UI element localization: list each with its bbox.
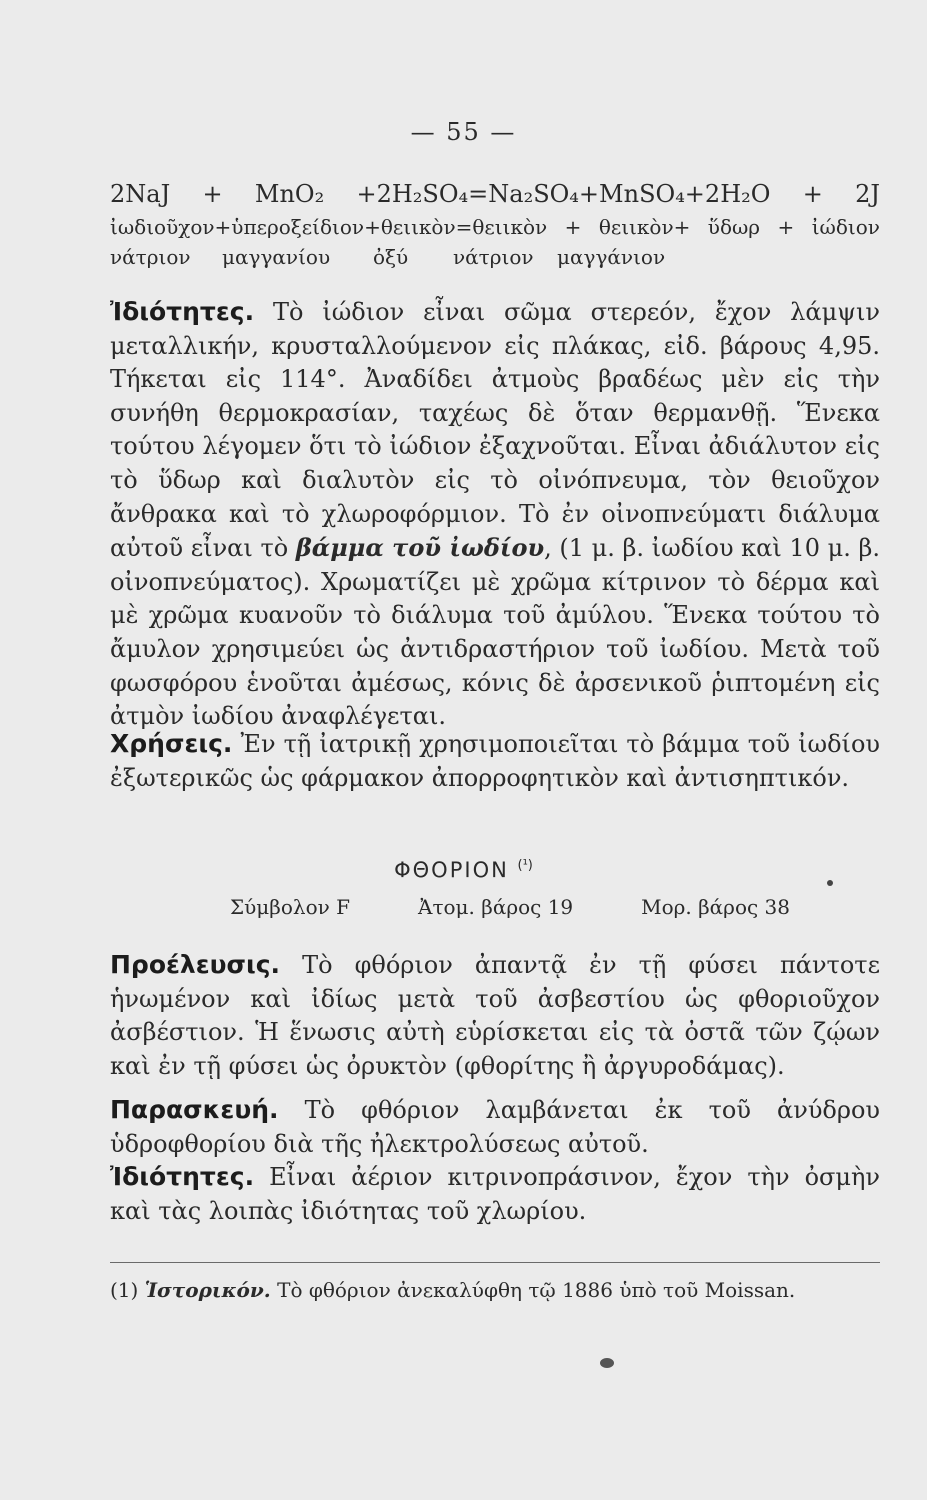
- equation-sublabel: μαγγάνιον: [557, 245, 666, 269]
- equation-labels: [110, 215, 880, 239]
- origin-paragraph: [110, 948, 880, 1083]
- properties-text: Τὸ ἰώδιον εἶναι σῶμα στερεόν, ἔχον λάμψιν μεταλλικήν, κρυσταλλούμενον εἰς πλάκας, εἰδ. βάρους 4,95. Τήκεται εἰς 114°. Ἀναδίδει ἀτμοὺς βραδέως μὲν εἰς τὴν συνήθη θερμοκρασίαν, ταχέως δὲ ὅταν θερμανθῇ. Ἕνεκα τούτου λέγομεν ὅτι τὸ ἰώδιον ἐξαχνοῦται. Εἶναι ἀδιάλυτον εἰς τὸ ὕδωρ καὶ διαλυτὸν εἰς τὸ οἰνόπνευμα, τὸν θειοῦχον ἄνθρακα καὶ τὸ χλωροφόρμιον. Τὸ ἐν οἰνοπνεύματι διάλυμα αὐτοῦ εἶναι τὸ: [110, 298, 880, 563]
- iodine-properties-paragraph: [110, 295, 880, 734]
- equation-label: +: [564, 215, 582, 239]
- uses-paragraph: [110, 727, 880, 795]
- equation-term: MnO₂: [254, 180, 325, 208]
- equation-sublabel: νάτριον: [110, 245, 191, 269]
- footnote-divider: [110, 1262, 880, 1263]
- element-data-row: [230, 895, 790, 919]
- ink-speck: [600, 1358, 614, 1368]
- equation-label: +: [777, 215, 795, 239]
- origin-heading: Προέλευσις.: [110, 950, 281, 979]
- footnote-text: Τὸ φθόριον ἀνεκαλύφθη τῷ 1886 ὑπὸ τοῦ Moissan.: [270, 1278, 796, 1302]
- equation-term: +: [802, 180, 823, 208]
- chemical-equation: [110, 180, 880, 208]
- preparation-paragraph: [110, 1093, 880, 1161]
- element-symbol: Σύμβολον F: [230, 895, 351, 919]
- properties-text: Εἶναι ἀέριον κιτρινοπράσινον, ἔχον τὴν ὀσμὴν καὶ τὰς λοιπὰς ἰδιότητας τοῦ χλωρίου.: [110, 1163, 880, 1225]
- equation-term: +2H₂SO₄=Na₂SO₄+MnSO₄+2H₂O: [356, 180, 771, 208]
- equation-sublabel: μαγγανίου: [222, 245, 331, 269]
- properties-heading: Ἰδιότητες.: [110, 297, 255, 326]
- equation-label: ἰωδιοῦχον+ὑπεροξείδιον+θειικὸν=θειικὸν: [110, 215, 548, 239]
- page-number: — 55 —: [410, 118, 517, 146]
- properties-text-continued: , (1 μ. β. ἰωδίου καὶ 10 μ. β. οἰνοπνεύματος). Χρωματίζει μὲ χρῶμα κίτρινον τὸ δέρμα καὶ μὲ χρῶμα κυανοῦν τὸ διάλυμα τοῦ ἀμύλου. Ἕνεκα τούτου τὸ ἄμυλον χρησιμεύει ὡς ἀντιδραστήριον τοῦ ἰωδίου. Μετὰ τοῦ φωσφόρου ἑνοῦται ἀμέσως, κόνις δὲ ἀρσενικοῦ ῥιπτομένη εἰς ἀτμὸν ἰωδίου ἀναφλέγεται.: [110, 534, 880, 731]
- section-footnote-mark: (¹): [517, 858, 533, 873]
- equation-term: 2NaJ: [110, 180, 171, 208]
- tincture-emphasis: βάμμα τοῦ ἰωδίου: [295, 533, 545, 563]
- origin-text: Τὸ φθόριον ἀπαντᾷ ἐν τῇ φύσει πάντοτε ἡνωμένον καὶ ἰδίως μετὰ τοῦ ἀσβεστίου ὡς φθοριοῦχον ἀσβέστιον. Ἡ ἕνωσις αὐτὴ εὑρίσκεται εἰς τὰ ὀστᾶ τῶν ζῴων καὶ ἐν τῇ φύσει ὡς ὀρυκτὸν (φθορίτης ἢ ἀργυροδάμας).: [110, 951, 880, 1080]
- equation-term: +: [202, 180, 223, 208]
- equation-term: 2J: [855, 180, 880, 208]
- fluorine-properties-paragraph: [110, 1160, 880, 1228]
- molecular-weight: Μορ. βάρος 38: [641, 895, 790, 919]
- equation-label: ὕδωρ: [707, 215, 761, 239]
- equation-label: θειικὸν+: [598, 215, 691, 239]
- equation-sublabel: νάτριον: [453, 245, 534, 269]
- ink-speck: [827, 880, 833, 886]
- properties-heading: Ἰδιότητες.: [110, 1162, 255, 1191]
- preparation-heading: Παρασκευή.: [110, 1095, 279, 1124]
- footnote-mark: (1): [110, 1278, 139, 1302]
- uses-text: Ἐν τῇ ἰατρικῇ χρησιμοποιεῖται τὸ βάμμα τοῦ ἰωδίου ἐξωτερικῶς ὡς φάρμακον ἀπορροφητικὸν καὶ ἀντισηπτικόν.: [110, 730, 880, 792]
- footnote-heading: Ἱστορικόν.: [144, 1278, 271, 1302]
- section-title: [0, 858, 927, 882]
- equation-sublabel: ὀξύ: [373, 245, 409, 269]
- section-title-text: ΦΘΟΡΙΟΝ: [394, 858, 509, 882]
- uses-heading: Χρήσεις.: [110, 729, 233, 758]
- footnote: [110, 1278, 880, 1302]
- preparation-text: Τὸ φθόριον λαμβάνεται ἐκ τοῦ ἀνύδρου ὑδροφθορίου διὰ τῆς ἠλεκτρολύσεως αὐτοῦ.: [110, 1096, 880, 1158]
- equation-label: ἰώδιον: [811, 215, 880, 239]
- atomic-weight: Ἀτομ. βάρος 19: [418, 895, 574, 919]
